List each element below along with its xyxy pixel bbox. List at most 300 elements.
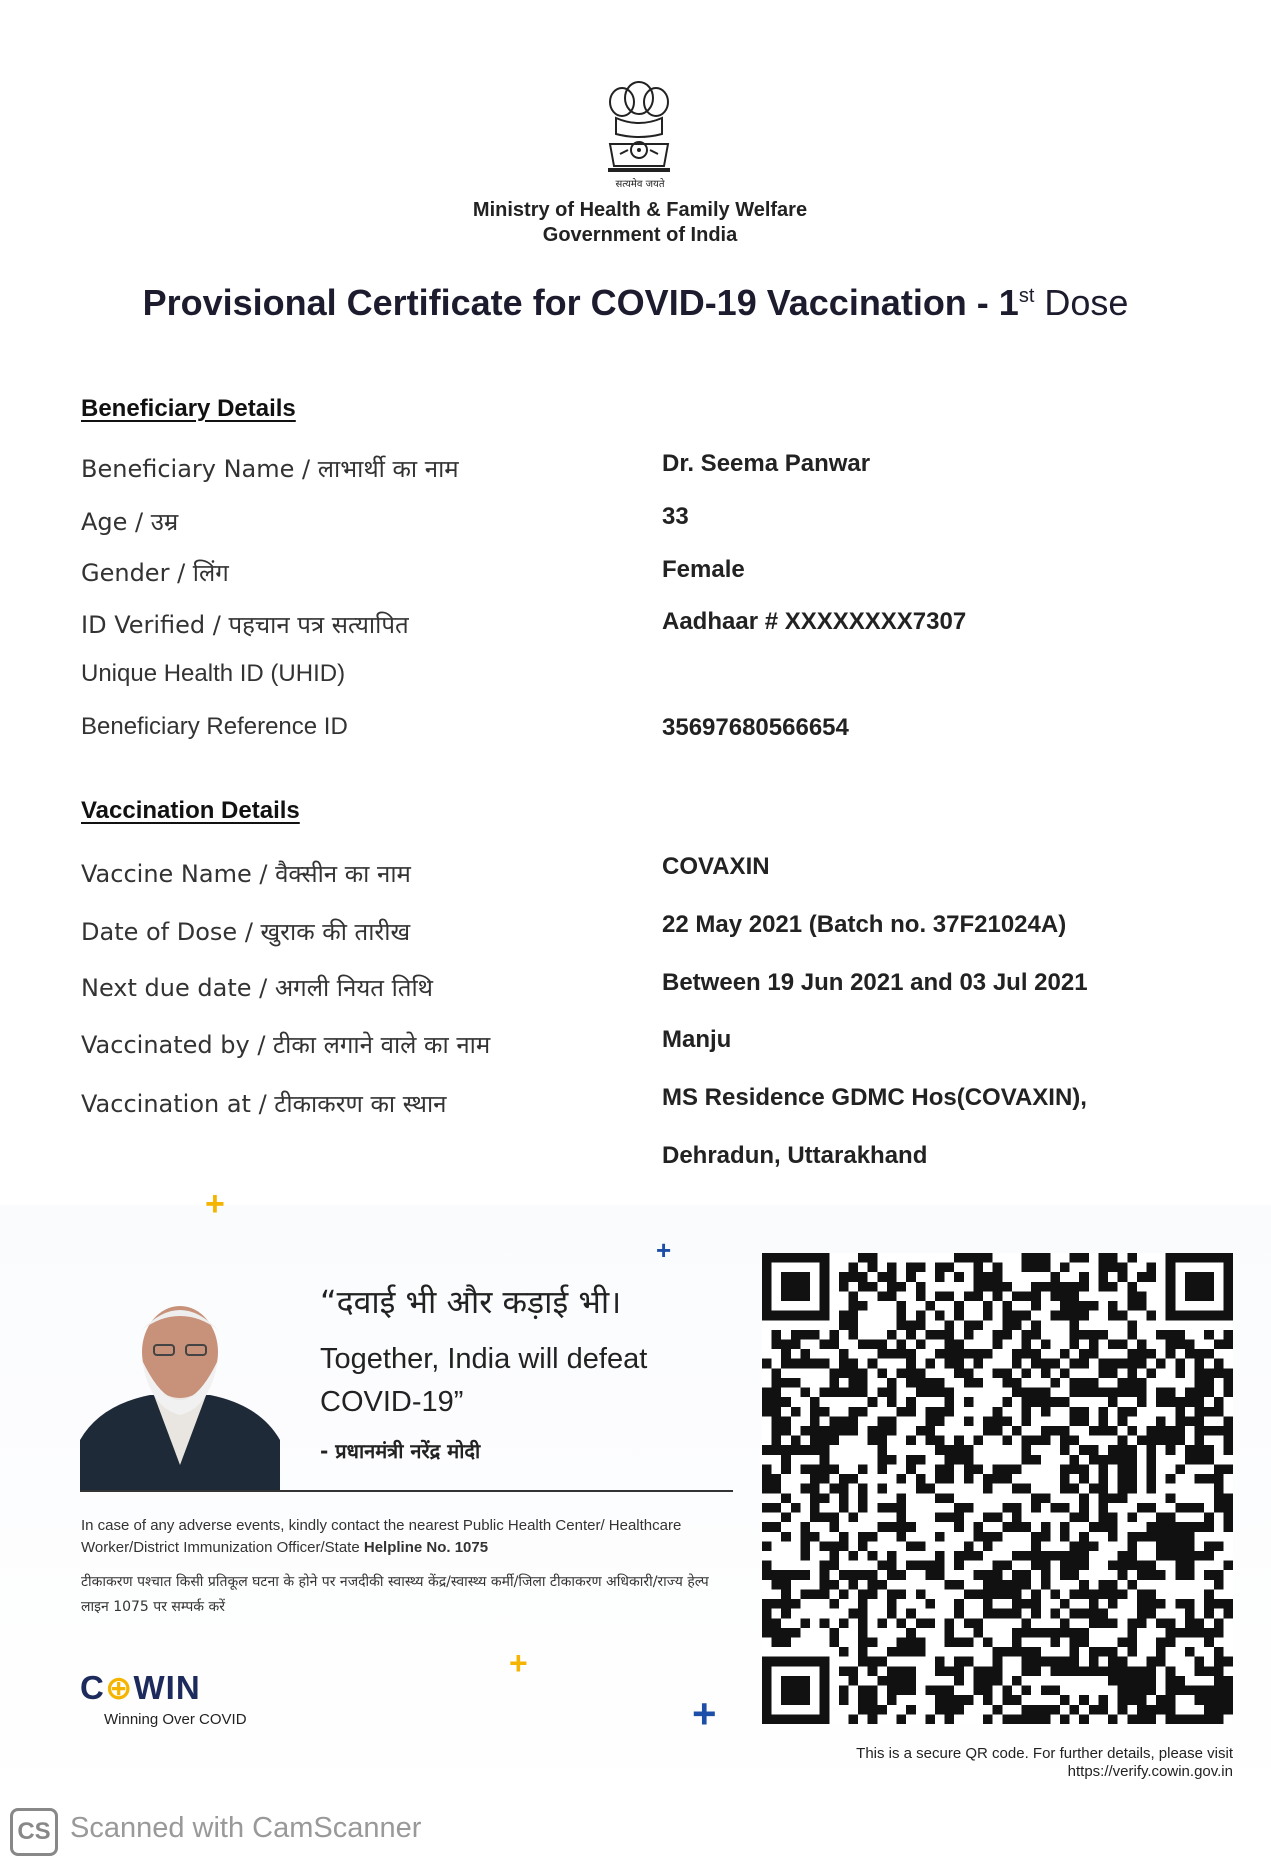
qr-module [849,1291,859,1301]
qr-module [1098,1474,1108,1484]
qr-module [762,1561,772,1571]
qr-module [973,1436,983,1446]
qr-module [1031,1532,1041,1542]
qr-module [1223,1436,1233,1446]
qr-module [1175,1436,1185,1446]
qr-module [1060,1397,1070,1407]
qr-module [849,1330,859,1340]
qr-module [829,1416,839,1426]
qr-module [906,1628,916,1638]
qr-module [945,1686,955,1696]
qr-module [906,1263,916,1273]
note-text: In case of any adverse events, kindly contact the nearest Public Health Center/ Healthcare Worker/District Immunization Officer/State [81,1517,682,1556]
qr-module [1223,1340,1233,1350]
qr-module [1146,1705,1156,1715]
qr-module [1079,1388,1089,1398]
qr-module [897,1340,907,1350]
qr-module [1185,1628,1195,1638]
qr-module [1195,1436,1205,1446]
qr-module [1156,1647,1166,1657]
qr-module [897,1407,907,1417]
qr-module [1146,1484,1156,1494]
quote-attribution: - प्रधानमंत्री नरेंद्र मोदी [320,1439,481,1463]
qr-module [983,1311,993,1321]
qr-module [1012,1589,1022,1599]
qr-module [916,1368,926,1378]
qr-module [1185,1416,1195,1426]
qr-module [954,1455,964,1465]
qr-module [1022,1714,1032,1724]
qr-module [1031,1599,1041,1609]
qr-module [935,1330,945,1340]
qr-module [1214,1628,1224,1638]
qr-module [1156,1397,1166,1407]
qr-module [1204,1599,1214,1609]
qr-module [800,1589,810,1599]
qr-module [935,1464,945,1474]
qr-module [1146,1368,1156,1378]
qr-module [820,1474,830,1484]
qr-module [945,1397,955,1407]
qr-module [906,1609,916,1619]
qr-module [887,1609,897,1619]
qr-module [858,1407,868,1417]
qr-module [1127,1330,1137,1340]
qr-module [800,1359,810,1369]
qr-module [1137,1291,1147,1301]
qr-module [1214,1397,1224,1407]
qr-module [772,1580,782,1590]
qr-module [1137,1503,1147,1513]
qr-module [1166,1493,1176,1503]
qr-module [1098,1407,1108,1417]
qr-module [935,1666,945,1676]
plus-decoration-icon: + [692,1690,717,1737]
ministry-line: Ministry of Health & Family Welfare [472,199,808,221]
qr-module [1108,1647,1118,1657]
qr-module [829,1637,839,1647]
qr-module [820,1426,830,1436]
qr-module [1166,1705,1176,1715]
qr-module [993,1464,1003,1474]
qr-module [829,1541,839,1551]
qr-module [1223,1416,1233,1426]
qr-module [1031,1503,1041,1513]
qr-module [1098,1464,1108,1474]
qr-module [887,1666,897,1676]
qr-module [1137,1589,1147,1599]
qr-module [1118,1676,1128,1686]
qr-module [973,1589,983,1599]
qr-module [849,1580,859,1590]
qr-module [1098,1426,1108,1436]
qr-module [897,1522,907,1532]
qr-module [916,1340,926,1350]
qr-module [1050,1705,1060,1715]
qr-module [762,1541,772,1551]
qr-module [983,1349,993,1359]
qr-module [925,1407,935,1417]
qr-module [800,1484,810,1494]
qr-module [1146,1714,1156,1724]
qr-module [983,1599,993,1609]
qr-module [1108,1493,1118,1503]
qr-module [858,1686,868,1696]
qr-module [964,1589,974,1599]
qr-module [791,1436,801,1446]
qr-module [1204,1589,1214,1599]
qr-module [983,1637,993,1647]
qr-module [1166,1522,1176,1532]
qr-module [839,1359,849,1369]
qr-module [868,1589,878,1599]
qr-module [1060,1311,1070,1321]
qr-module [1060,1599,1070,1609]
qr-module [800,1426,810,1436]
qr-module [1166,1551,1176,1561]
qr-module [1070,1407,1080,1417]
age-label: Age / उम्र [81,508,179,536]
qr-module [1041,1551,1051,1561]
qr-module [849,1368,859,1378]
qr-module [1108,1580,1118,1590]
qr-module [1118,1311,1128,1321]
qr-module [916,1455,926,1465]
qr-module [1127,1407,1137,1417]
qr-module [1079,1301,1089,1311]
qr-module [781,1580,791,1590]
qr-module [858,1541,868,1551]
qr-module [935,1686,945,1696]
qr-module [1012,1503,1022,1513]
qr-module [1022,1436,1032,1446]
qr-module [964,1349,974,1359]
qr-module [858,1695,868,1705]
qr-module [906,1349,916,1359]
qr-module [1146,1445,1156,1455]
qr-module [829,1426,839,1436]
qr-module [1060,1484,1070,1494]
qr-module [1012,1647,1022,1657]
qr-module [906,1647,916,1657]
qr-module [1204,1407,1214,1417]
qr-module [1070,1628,1080,1638]
qr-module [1041,1493,1051,1503]
qr-module [1060,1301,1070,1311]
qr-module [1079,1349,1089,1359]
qr-module [935,1513,945,1523]
qr-module [1204,1445,1214,1455]
qr-module [1012,1311,1022,1321]
qr-module [820,1388,830,1398]
qr-module [945,1291,955,1301]
qr-module [1156,1541,1166,1551]
qr-module [887,1686,897,1696]
qr-module [839,1695,849,1705]
qr-module [897,1647,907,1657]
qr-module [1185,1388,1195,1398]
qr-module [935,1272,945,1282]
qr-module [954,1561,964,1571]
qr-module [1098,1580,1108,1590]
qr-module [839,1570,849,1580]
qr-module [1031,1589,1041,1599]
qr-module [877,1426,887,1436]
qr-module [1146,1666,1156,1676]
qr-module [1012,1484,1022,1494]
qr-module [887,1455,897,1465]
camscanner-watermark: Scanned with CamScanner [70,1812,422,1844]
qr-module [964,1368,974,1378]
qr-module [945,1705,955,1715]
qr-module [1079,1541,1089,1551]
qr-module [1041,1570,1051,1580]
qr-module [800,1570,810,1580]
qr-module [1127,1714,1137,1724]
qr-module [1050,1657,1060,1667]
qr-module [983,1580,993,1590]
qr-module [839,1647,849,1657]
qr-module [1050,1551,1060,1561]
qr-module [916,1426,926,1436]
qr-module [1079,1513,1089,1523]
qr-module [1166,1695,1176,1705]
qr-module [877,1349,887,1359]
qr-module [858,1618,868,1628]
qr-module [772,1599,782,1609]
qr-module [1022,1368,1032,1378]
qr-module [964,1291,974,1301]
qr-module [954,1340,964,1350]
qr-module [1214,1666,1224,1676]
qr-module [772,1407,782,1417]
qr-module [772,1426,782,1436]
qr-module [1118,1388,1128,1398]
qr-module [1079,1253,1089,1263]
qr-module [1031,1628,1041,1638]
qr-module [1185,1445,1195,1455]
qr-module [800,1532,810,1542]
qr-module [1127,1253,1137,1263]
qr-module [1079,1551,1089,1561]
qr-module [1195,1666,1205,1676]
qr-module [954,1436,964,1446]
qr-module [1175,1368,1185,1378]
qr-module [1098,1484,1108,1494]
qr-module [1195,1695,1205,1705]
qr-module [1214,1484,1224,1494]
qr-module [1185,1340,1195,1350]
qr-module [1166,1618,1176,1628]
qr-module [1098,1647,1108,1657]
qr-module [1137,1561,1147,1571]
qr-module [1079,1561,1089,1571]
qr-module [1137,1686,1147,1696]
qr-module [1031,1493,1041,1503]
qr-module [1089,1349,1099,1359]
qr-module [1214,1368,1224,1378]
qr-module [1195,1397,1205,1407]
qr-module [1002,1397,1012,1407]
qr-module [839,1686,849,1696]
qr-module [1156,1618,1166,1628]
qr-module [973,1378,983,1388]
qr-module [906,1637,916,1647]
qr-module [781,1493,791,1503]
qr-module [1127,1618,1137,1628]
qr-module [983,1570,993,1580]
qr-module [772,1503,782,1513]
qr-module [964,1464,974,1474]
qr-module [1175,1599,1185,1609]
qr-module [1223,1705,1233,1715]
qr-module [993,1330,1003,1340]
qr-module [1137,1705,1147,1715]
qr-module [762,1474,772,1484]
qr-module [964,1503,974,1513]
qr-module [829,1436,839,1446]
title-main: Provisional Certificate for COVID-19 Vaccination - 1 [142,282,1019,323]
qr-module [1089,1340,1099,1350]
qr-module [945,1359,955,1369]
qr-module [1175,1714,1185,1724]
qr-module [1060,1263,1070,1273]
qr-module [954,1705,964,1715]
qr-module [1214,1676,1224,1686]
qr-module [1031,1282,1041,1292]
qr-module [1127,1282,1137,1292]
qr-module [906,1455,916,1465]
qr-module [887,1503,897,1513]
qr-module [1041,1340,1051,1350]
qr-module [1070,1513,1080,1523]
qr-module [877,1445,887,1455]
qr-module [868,1426,878,1436]
qr-module [1041,1714,1051,1724]
qr-module [945,1666,955,1676]
qr-module [906,1368,916,1378]
qr-module [983,1695,993,1705]
qr-module [858,1253,868,1263]
qr-module [887,1272,897,1282]
qr-module [954,1609,964,1619]
qr-module [1204,1426,1214,1436]
qr-module [983,1301,993,1311]
qr-module [1060,1474,1070,1484]
qr-module [858,1378,868,1388]
qr-module [1175,1426,1185,1436]
qr-module [1031,1253,1041,1263]
qr-module [897,1301,907,1311]
gender-label: Gender / लिंग [81,559,229,587]
qr-module [772,1436,782,1446]
qr-module [935,1416,945,1426]
qr-module [887,1561,897,1571]
quote-hindi: “दवाई भी और कड़ाई भी। [320,1283,622,1321]
qr-module [1156,1513,1166,1523]
qr-module [1041,1426,1051,1436]
qr-module [1108,1522,1118,1532]
qr-module [1002,1580,1012,1590]
qr-module [945,1263,955,1273]
qr-module [1070,1647,1080,1657]
qr-module [1012,1388,1022,1398]
qr-module [1185,1397,1195,1407]
qr-module [820,1570,830,1580]
qr-module [810,1513,820,1523]
qr-module [935,1378,945,1388]
qr-module [1185,1618,1195,1628]
qr-module [858,1628,868,1638]
qr-module [1127,1484,1137,1494]
qr-module [973,1551,983,1561]
qr-module [887,1388,897,1398]
qr-module [858,1484,868,1494]
uhid-label: Unique Health ID (UHID) [81,660,346,687]
qr-module [1070,1666,1080,1676]
qr-module [935,1493,945,1503]
qr-module [1070,1359,1080,1369]
qr-module [1079,1695,1089,1705]
qr-module [1022,1666,1032,1676]
vaccination-details-heading: Vaccination Details [81,797,300,824]
qr-module [1108,1397,1118,1407]
qr-module [810,1484,820,1494]
qr-code[interactable] [762,1253,1233,1724]
qr-module [897,1686,907,1696]
qr-module [1070,1609,1080,1619]
qr-module [954,1551,964,1561]
qr-module [1146,1426,1156,1436]
cowin-logo-c: C [80,1669,105,1706]
qr-module [1060,1282,1070,1292]
qr-module [1223,1445,1233,1455]
qr-module [906,1359,916,1369]
beneficiary-details-heading: Beneficiary Details [81,395,296,422]
qr-module [1022,1388,1032,1398]
qr-module [1079,1666,1089,1676]
qr-module [1070,1340,1080,1350]
qr-module [1156,1436,1166,1446]
qr-module [1098,1522,1108,1532]
plus-decoration-icon: + [205,1185,225,1223]
qr-module [925,1561,935,1571]
qr-module [1070,1311,1080,1321]
qr-module [945,1695,955,1705]
qr-module [1214,1474,1224,1484]
qr-module [1175,1551,1185,1561]
qr-module [1060,1445,1070,1455]
qr-module [983,1426,993,1436]
qr-module [897,1503,907,1513]
qr-module [945,1637,955,1647]
qr-module [1108,1657,1118,1667]
qr-module [1098,1455,1108,1465]
qr-module [1166,1541,1176,1551]
qr-module [829,1628,839,1638]
qr-module [829,1378,839,1388]
qr-module [1185,1532,1195,1542]
qr-module [1127,1426,1137,1436]
qr-module [1156,1551,1166,1561]
qr-module [1185,1647,1195,1657]
qr-module [820,1436,830,1446]
qr-module [1185,1686,1195,1696]
date-of-dose-value: 22 May 2021 (Batch no. 37F21024A) [662,911,1067,938]
qr-module [954,1637,964,1647]
qr-module [993,1407,1003,1417]
qr-module [935,1263,945,1273]
